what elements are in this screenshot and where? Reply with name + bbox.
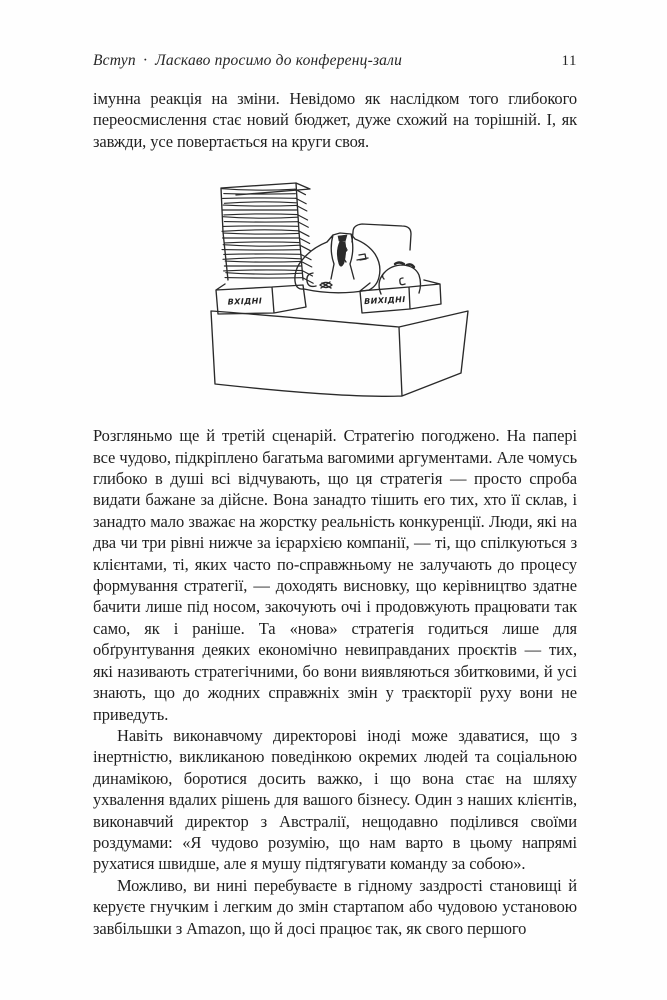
body-paragraph: імунна реакція на зміни. Невідомо як наслідком того глибокого переосмислення стає новий бюджет, дуже схожий на торішній. І, як завжди, усе повертається на круги своя. [93,89,577,151]
running-title [93,52,402,70]
section-label: Вступ [93,52,136,69]
paper-stack [221,183,313,283]
running-header [93,52,577,70]
page-number: 11 [561,53,577,69]
chapter-title: Ласкаво просимо до конференц-зали [155,52,403,69]
paragraph-block-top [93,88,577,152]
body-text [93,88,577,939]
desk [211,311,468,396]
paragraph-block-bottom [93,425,577,939]
inbox-label: ВХІДНІ [227,296,263,307]
cartoon-illustration [200,172,475,407]
chair-back [352,224,411,250]
separator-dot: · [142,52,149,69]
inbox-tray [216,284,306,314]
outbox-tray [360,280,441,313]
body-paragraph: Навіть виконавчому директорові іноді може здаватися, що з інертністю, викликаною поведінкою окремих людей та соціальною динамікою, боротися досить важко, і що вона стає на шляху ухвалення вдалих рішень для вашого бізнесу. Один з наших клієнтів, виконавчий директор з Австралії, нещодавно поділився своїми роздумами: «Я чудово розумію, що нам варто в цьому напрямі рухатися швидше, але я мушу підтягувати команду за собою». [93,725,577,874]
outbox-label: ВИХІДНІ [363,295,406,307]
body-paragraph: Можливо, ви нині перебуваєте в гідному заздрості становищі й керуєте гнучким і легким до змін стартапом або чудовою установою завбільшки з Amazon, що й досі працює так, як свого першого [93,875,577,938]
cartoon-svg [200,172,475,407]
body-paragraph: Розгляньмо ще й третій сценарій. Стратегію погоджено. На папері все чудово, підкріплено багатьма вагомими аргументами. Але чомусь глибоко в душі всі відчувають, що ця стратегія — просто спроба видати бажане за дійсне. Вона занадто тішить его тих, хто її склав, і занадто мало зважає на жорстку реальність конкуренції. Люди, які на два чи три рівні нижче за ієрархією компанії, — ті, що спілкуються з клієнтами, ті, яких часто по-справжньому не залучають до процесу формування стратегії, — доходять висновку, що керівництво здатне бачити лише під носом, закочують очі і продовжують працювати так само, як і раніше. Та «нова» стратегія годиться лише для обґрунтування деяких економічно невиправданих проєктів — тих, які називають стратегічними, бо вони виявляються збитковими, й усі знають, що до жодних справжніх змін у траєкторії руху вони не приведуть. [93,426,577,724]
